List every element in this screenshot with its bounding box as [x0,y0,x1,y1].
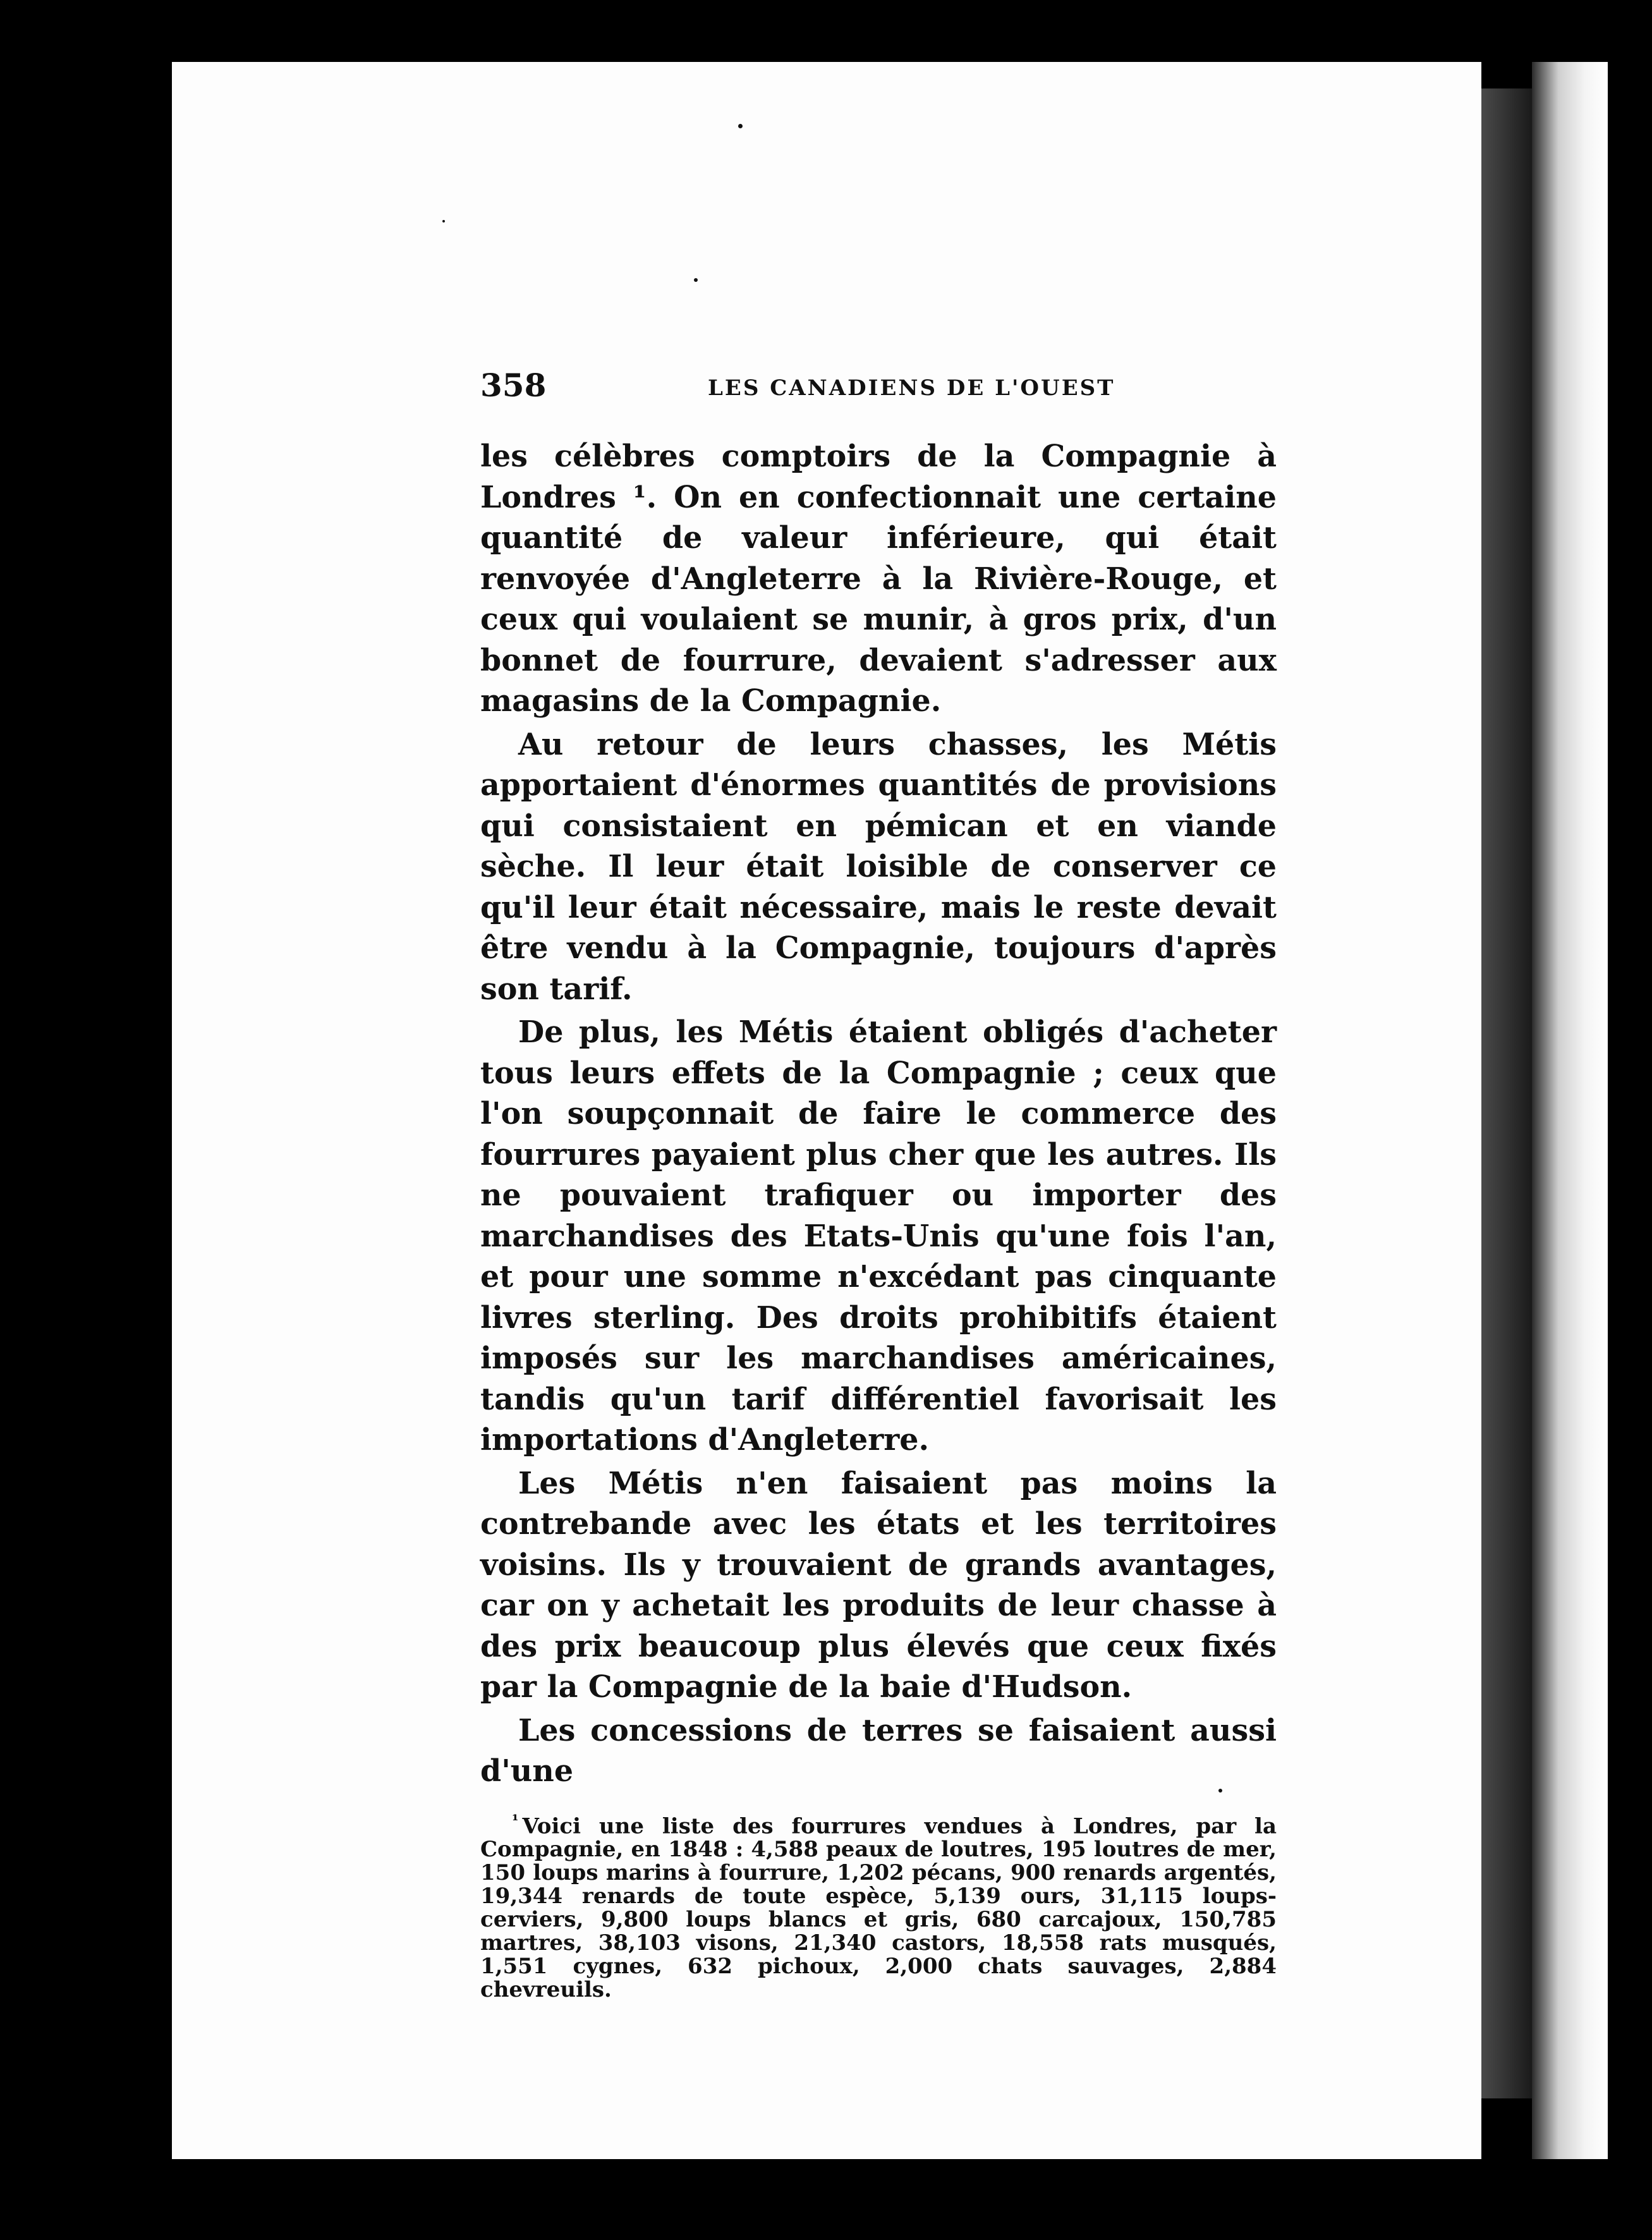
running-title: LES CANADIENS DE L'OUEST [708,375,1115,401]
paragraph: Au retour de leurs chasses, les Métis apportaient d'énormes quantités de provisions qui consistaient en pémican et en viande sèche. Il leur était loisible de conserver ce qu'il leur était nécessaire, mais le reste devait être vendu à la Compagnie, toujours d'après son tarif. [480,726,1277,1007]
footnote [480,1808,1277,2002]
scan-speck [694,278,698,282]
footnote-mark: ¹ [512,1810,519,1829]
footnote-text: Voici une liste des fourrures vendues à Londres, par la Compagnie, en 1848 : 4,588 peaux de loutres, 195 loutres de mer, 150 loups marins à fourrure, 1,202 pécans, 900 renards argentés, 19,344 renards de toute espèce, 5,139 ours, 31,115 loups-cerviers, 9,800 loups blancs et gris, 680 carcajoux, 150,785 martres, 38,103 visons, 21,340 castors, 18,558 rats musqués, 1,551 cygnes, 632 pichoux, 2,000 chats sauvages, 2,884 chevreuils. [480,1813,1277,2002]
page-content [480,367,1277,2002]
adjacent-page-edge [1532,62,1608,2159]
paragraph: les célèbres comptoirs de la Compagnie à Londres ¹. On en confectionnait une certaine quantité de valeur inférieure, qui était renvoyée d'Angleterre à la Rivière-Rouge, et ceux qui voulaient se munir, à gros prix, d'un bonnet de fourrure, devaient s'adresser aux magasins de la Compagnie. [480,439,1277,719]
paragraph: Les Métis n'en faisaient pas moins la contrebande avec les états et les territoires voisins. Ils y trouvaient de grands avantages, car on y achetait les produits de leur chasse à des prix beaucoup plus élevés que ceux fixés par la Compagnie de la baie d'Hudson. [480,1465,1277,1705]
page-number: 358 [480,367,547,404]
scan-speck [442,220,445,222]
scan-speck [738,124,743,128]
page-gutter-shadow [1481,88,1532,2098]
body-text [480,436,1277,1792]
paragraph: Les concessions de terres se faisaient aussi d'une [480,1712,1277,1789]
paragraph: De plus, les Métis étaient obligés d'acheter tous leurs effets de la Compagnie ; ceux que l'on soupçonnait de faire le commerce des fourrures payaient plus cher que les autres. Ils ne pouvaient trafiquer ou importer des marchandises des Etats-Unis qu'une fois l'an, et pour une somme n'excédant pas cinquante livres sterling. Des droits prohibitifs étaient imposés sur les marchandises américaines, tandis qu'un tarif différentiel favorisait les importations d'Angleterre. [480,1014,1277,1458]
running-head [480,367,1277,411]
